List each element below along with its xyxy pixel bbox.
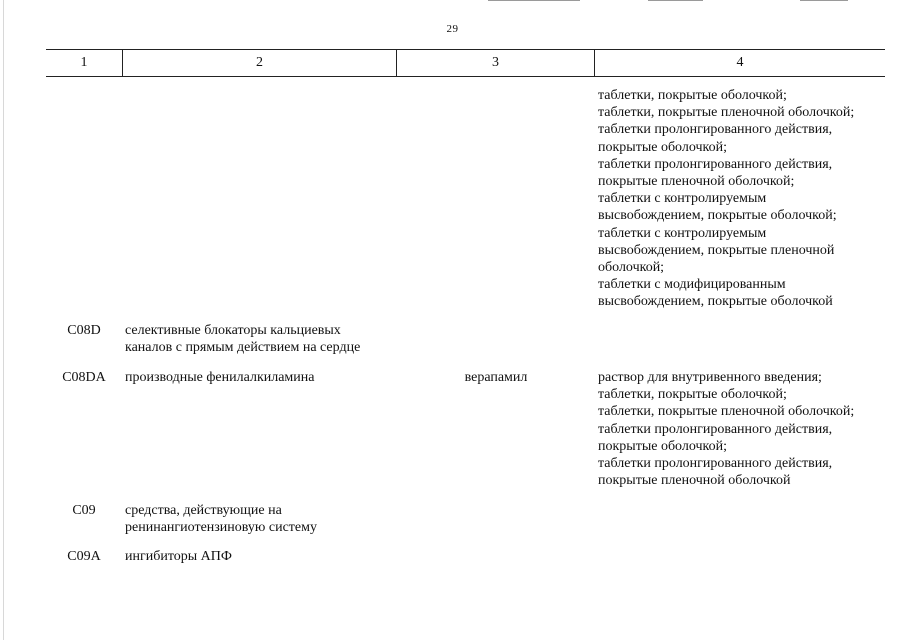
row-4-group-name: ингибиторы АПФ: [125, 549, 232, 564]
row-1-group-name: селективные блокаторы кальциевых каналов с прямым действием на сердце: [125, 323, 361, 356]
row-2-drug-name: верапамил: [464, 370, 528, 385]
row-2-dosage-forms: раствор для внутривенного введения; таблетки, покрытые оболочкой; таблетки, покрытые пленочной оболочкой; таблетки пролонгированного действия, покрытые оболочкой; таблетки пролонгированного действия, покрытые пленочной оболочкой: [598, 370, 855, 489]
page-edge: [3, 0, 4, 640]
column-header-2: 2: [122, 50, 396, 76]
scan-mark: [648, 0, 703, 1]
column-header-1: 1: [80, 55, 88, 70]
column-header-3: 3: [396, 50, 594, 76]
row-2-atc-code: C08DA: [62, 370, 106, 385]
row-2-group-name: производные фенилалкиламина: [125, 370, 315, 385]
scan-mark: [800, 0, 848, 1]
column-header-4: 4: [594, 50, 885, 76]
row-4-atc-code: C09A: [67, 549, 101, 564]
row-0-dosage-forms: таблетки, покрытые оболочкой; таблетки, покрытые пленочной оболочкой; таблетки пролонгированного действия, покрытые оболочкой; таблетки пролонгированного действия, покрытые пленочной оболочкой; таблетки с контролируемым высвобождением, покрытые оболочкой; таблетки с контролируемым высвобождением, покрытые пленочной оболочкой; таблетки с модифицированным высвобождением, покрытые оболочкой: [598, 88, 855, 310]
scan-mark: [488, 0, 580, 1]
page-number: 29: [446, 23, 459, 35]
row-3-group-name: средства, действующие на ренинангиотензиновую систему: [125, 503, 317, 536]
row-3-atc-code: C09: [72, 503, 96, 518]
row-1-atc-code: C08D: [67, 323, 101, 338]
table-header: [46, 49, 885, 77]
